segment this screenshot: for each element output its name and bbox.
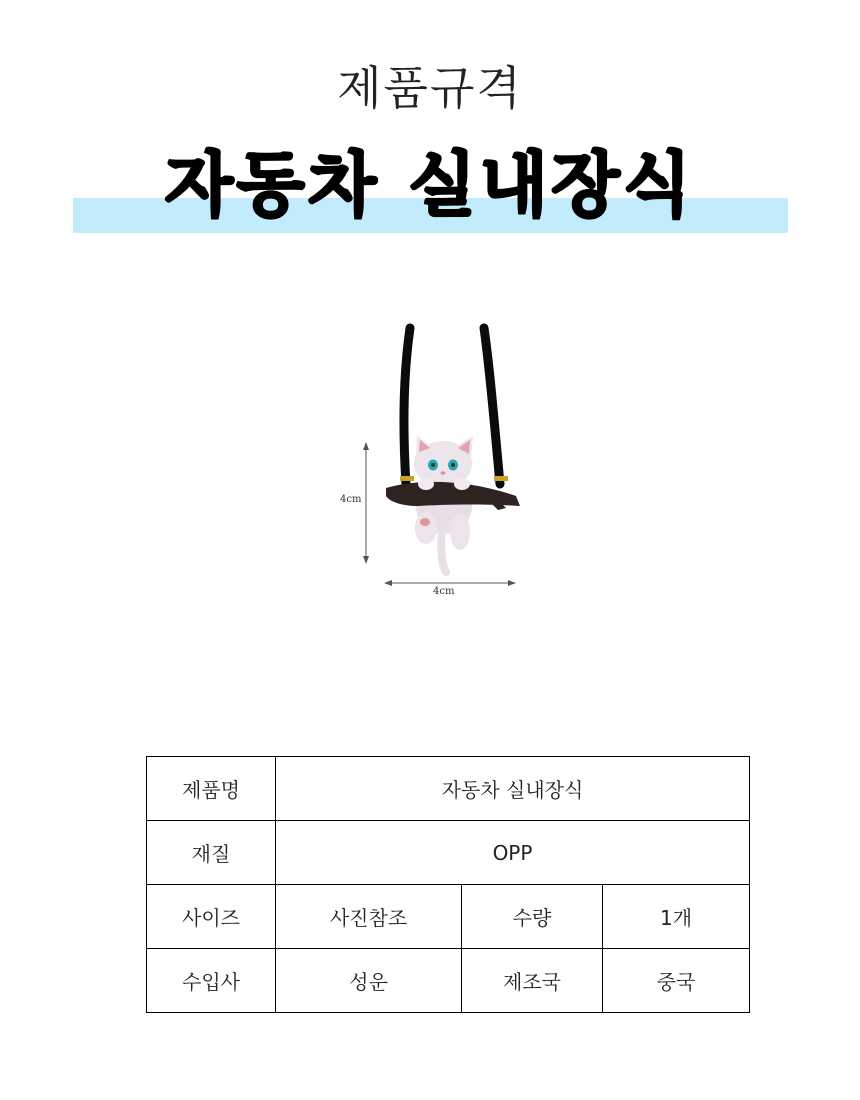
spec-value-product-name: 자동차 실내장식 <box>276 757 750 821</box>
table-row <box>147 949 750 1013</box>
height-dimension-label: 4cm <box>340 494 362 505</box>
spec-value-size: 사진참조 <box>276 885 462 949</box>
table-row <box>147 821 750 885</box>
spec-value-quantity: 1개 <box>603 885 750 949</box>
spec-title: 제품규격 <box>337 61 523 115</box>
table-row <box>147 885 750 949</box>
spec-label-material: 재질 <box>147 821 276 885</box>
spec-label-country: 제조국 <box>462 949 603 1013</box>
spec-value-material: OPP <box>276 821 750 885</box>
spec-value-country: 중국 <box>603 949 750 1013</box>
width-dimension-label: 4cm <box>433 586 455 597</box>
spec-value-importer: 성운 <box>276 949 462 1013</box>
cat-swing-ornament-image <box>330 270 540 610</box>
spec-table <box>146 756 750 1013</box>
spec-label-quantity: 수량 <box>462 885 603 949</box>
product-photo <box>330 270 540 610</box>
spec-label-importer: 수입사 <box>147 949 276 1013</box>
spec-label-product-name: 제품명 <box>147 757 276 821</box>
product-heading: 자동차 실내장식 <box>165 144 695 226</box>
spec-label-size: 사이즈 <box>147 885 276 949</box>
table-row <box>147 757 750 821</box>
